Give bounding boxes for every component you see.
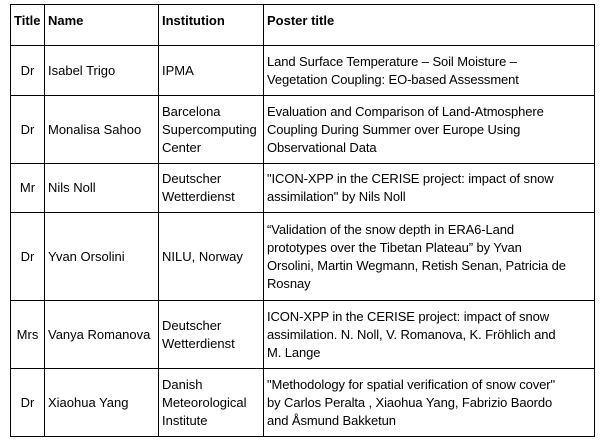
poster-table [10, 4, 595, 437]
table-row [11, 46, 595, 96]
table-row [11, 369, 595, 437]
cell-institution: Barcelona Supercomputing Center [159, 96, 264, 164]
cell-poster-title: "ICON-XPP in the CERISE project: impact of snow assimilation" by Nils Noll [264, 164, 595, 213]
cell-institution: NILU, Norway [159, 213, 264, 301]
cell-title: Mrs [11, 301, 45, 369]
header-institution: Institution [159, 5, 264, 46]
cell-title: Mr [11, 164, 45, 213]
header-name: Name [45, 5, 159, 46]
cell-institution: Deutscher Wetterdienst [159, 164, 264, 213]
cell-name: Monalisa Sahoo [45, 96, 159, 164]
cell-name: Vanya Romanova [45, 301, 159, 369]
cell-title: Dr [11, 96, 45, 164]
cell-name: Nils Noll [45, 164, 159, 213]
cell-poster-title: ICON-XPP in the CERISE project: impact of snow assimilation. N. Noll, V. Romanova, K. Fröhlich and M. Lange [264, 301, 595, 369]
table-row [11, 301, 595, 369]
cell-poster-title: "Methodology for spatial verification of snow cover" by Carlos Peralta , Xiaohua Yang, Fabrizio Baordo and Åsmund Bakketun [264, 369, 595, 437]
table-row [11, 213, 595, 301]
cell-name: Yvan Orsolini [45, 213, 159, 301]
header-row [11, 5, 595, 46]
table-row [11, 164, 595, 213]
cell-poster-title: “Validation of the snow depth in ERA6-Land prototypes over the Tibetan Plateau” by Yvan Orsolini, Martin Wegmann, Retish Senan, Patricia de Rosnay [264, 213, 595, 301]
header-title: Title [11, 5, 45, 46]
cell-name: Xiaohua Yang [45, 369, 159, 437]
cell-poster-title: Evaluation and Comparison of Land-Atmosphere Coupling During Summer over Europe Using Observational Data [264, 96, 595, 164]
table-row [11, 96, 595, 164]
cell-title: Dr [11, 369, 45, 437]
cell-institution: Danish Meteorological Institute [159, 369, 264, 437]
cell-name: Isabel Trigo [45, 46, 159, 96]
cell-institution: IPMA [159, 46, 264, 96]
cell-institution: Deutscher Wetterdienst [159, 301, 264, 369]
header-poster-title: Poster title [264, 5, 595, 46]
cell-title: Dr [11, 46, 45, 96]
cell-poster-title: Land Surface Temperature – Soil Moisture – Vegetation Coupling: EO-based Assessment [264, 46, 595, 96]
cell-title: Dr [11, 213, 45, 301]
